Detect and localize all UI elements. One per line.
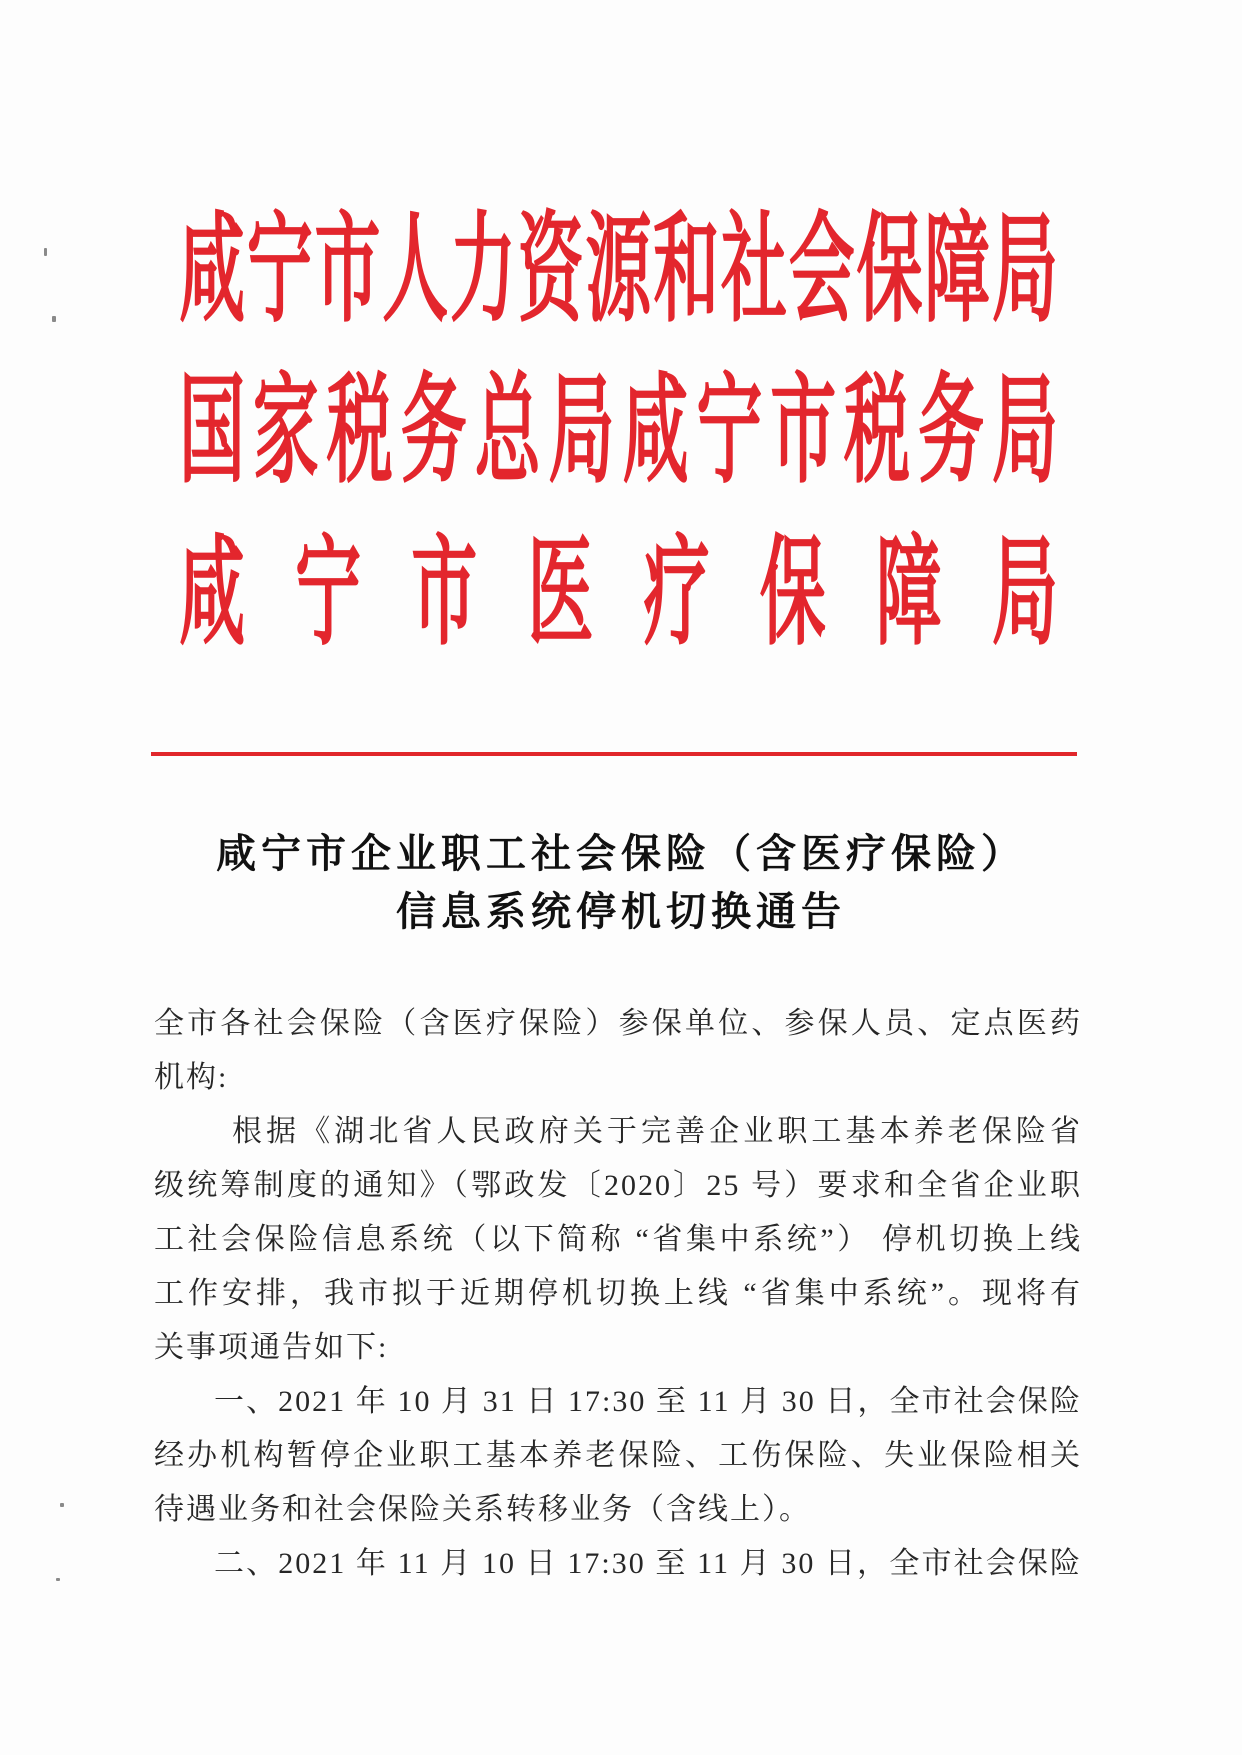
body-line: 二、2021 年 11 月 10 日 17:30 至 11 月 30 日，全市社会保险	[214, 1547, 1082, 1580]
body-line: 工作安排，我市拟于近期停机切换上线 “省集中系统”。现将有	[154, 1277, 1082, 1310]
paragraph-item-1	[154, 1375, 1082, 1537]
issuer-name-hr-social-security-bureau: 咸宁市人力资源和社会保障局	[179, 205, 1058, 337]
issuer-name-tax-bureau: 国家税务总局咸宁市税务局	[179, 366, 1058, 498]
body-line: 根据《湖北省人民政府关于完善企业职工基本养老保险省	[232, 1115, 1082, 1148]
body-line: 关事项通告如下:	[154, 1331, 389, 1364]
paragraph-basis	[154, 1105, 1082, 1375]
paragraph-item-2	[154, 1537, 1082, 1591]
notice-title-line-2: 信息系统停机切换通告	[396, 889, 846, 934]
body-line: 一、2021 年 10 月 31 日 17:30 至 11 月 30 日，全市社会保险	[214, 1385, 1082, 1418]
scan-speck	[52, 316, 56, 322]
body-line: 机构:	[154, 1061, 229, 1094]
body-line: 工社会保险信息系统（以下简称 “省集中系统”） 停机切换上线	[154, 1223, 1082, 1256]
body-line: 级统筹制度的通知》（鄂政发〔2020〕25 号）要求和全省企业职	[154, 1169, 1082, 1202]
issuer-name-medical-security-bureau: 咸宁市医疗保障局	[179, 528, 1058, 660]
notice-body	[154, 997, 1082, 1591]
notice-title-line-1: 咸宁市企业职工社会保险（含医疗保险）	[216, 831, 1026, 876]
body-line: 全市各社会保险（含医疗保险）参保单位、参保人员、定点医药	[154, 1007, 1082, 1040]
body-line: 经办机构暂停企业职工基本养老保险、工伤保险、失业保险相关	[154, 1439, 1082, 1472]
scan-speck	[56, 1578, 60, 1581]
letterhead-divider-rule	[151, 752, 1077, 756]
scan-speck	[60, 1503, 64, 1507]
body-line: 待遇业务和社会保险关系转移业务（含线上）。	[154, 1493, 811, 1526]
scan-speck	[44, 248, 47, 256]
salutation	[154, 997, 1082, 1105]
